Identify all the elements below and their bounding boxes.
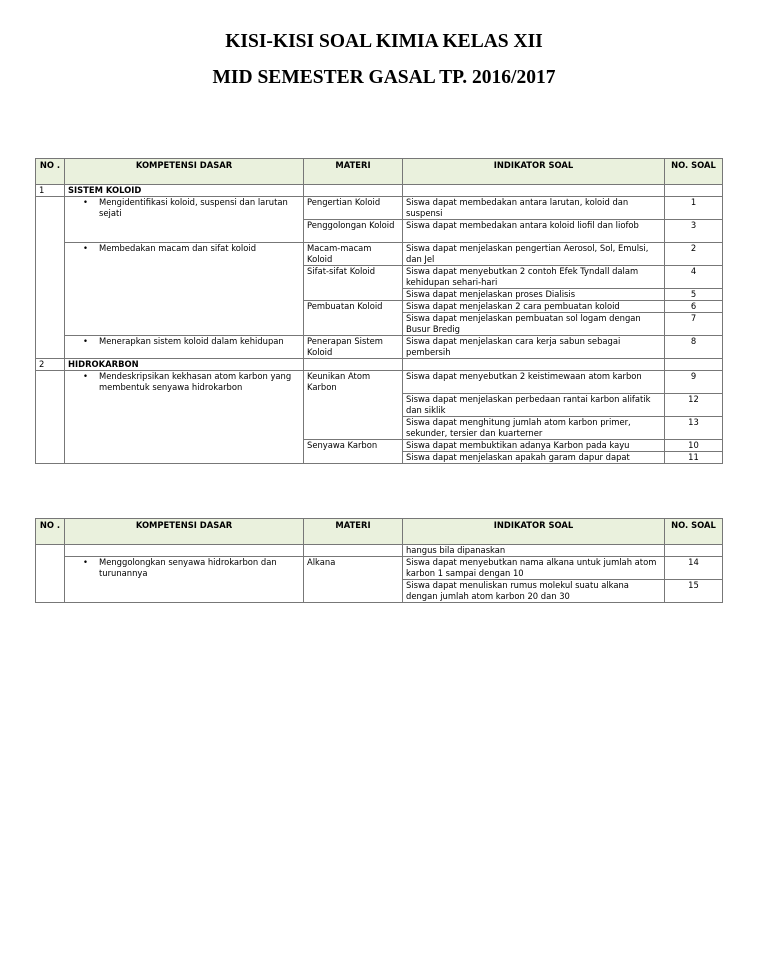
section-title: SISTEM KOLOID	[65, 185, 304, 197]
empty-cell	[65, 545, 304, 557]
kompetensi-dasar-cell	[65, 243, 304, 336]
materi-cell: Pengertian Koloid	[304, 197, 403, 220]
document-title: KISI-KISI SOAL KIMIA KELAS XII	[225, 31, 543, 52]
indikator-cell: Siswa dapat menyebutkan nama alkana untuk jumlah atom karbon 1 sampai dengan 10	[403, 557, 665, 580]
indikator-cell: Siswa dapat menjelaskan cara kerja sabun sebagai pembersih	[403, 336, 665, 359]
no-soal-cell: 7	[665, 313, 723, 336]
empty-cell	[403, 359, 665, 371]
indikator-cell: Siswa dapat membedakan antara koloid liofil dan liofob	[403, 220, 665, 243]
empty-cell	[36, 371, 65, 464]
no-soal-cell: 15	[665, 580, 723, 603]
kompetensi-dasar-cell	[65, 197, 304, 243]
table-row	[36, 243, 723, 266]
materi-cell: Senyawa Karbon	[304, 440, 403, 464]
header-materi: MATERI	[304, 159, 403, 185]
empty-cell	[403, 185, 665, 197]
bullet-icon: •	[83, 336, 88, 346]
table-row	[36, 545, 723, 557]
kompetensi-dasar-cell	[65, 371, 304, 464]
table-row	[36, 557, 723, 580]
empty-cell	[36, 545, 65, 603]
table-row	[36, 197, 723, 220]
table-row	[36, 336, 723, 359]
section-row	[36, 359, 723, 371]
header-indikator-soal: INDIKATOR SOAL	[403, 159, 665, 185]
kompetensi-dasar-text: Menerapkan sistem koloid dalam kehidupan	[99, 336, 284, 346]
kompetensi-dasar-text: Mendeskripsikan kekhasan atom karbon yang membentuk senyawa hidrokarbon	[99, 371, 292, 392]
table-row	[36, 371, 723, 394]
materi-cell: Alkana	[304, 557, 403, 603]
materi-cell: Penerapan Sistem Koloid	[304, 336, 403, 359]
no-soal-cell: 1	[665, 197, 723, 220]
indikator-cell: Siswa dapat menyebutkan 2 keistimewaan atom karbon	[403, 371, 665, 394]
kompetensi-dasar-text: Mengidentifikasi koloid, suspensi dan larutan sejati	[99, 197, 288, 218]
materi-cell: Sifat-sifat Koloid	[304, 266, 403, 301]
no-soal-cell: 11	[665, 452, 723, 464]
indikator-cell: Siswa dapat menjelaskan pengertian Aerosol, Sol, Emulsi, dan Jel	[403, 243, 665, 266]
materi-cell: Pembuatan Koloid	[304, 301, 403, 336]
no-soal-cell: 8	[665, 336, 723, 359]
indikator-cell: Siswa dapat menuliskan rumus molekul suatu alkana dengan jumlah atom karbon 20 dan 30	[403, 580, 665, 603]
empty-cell	[304, 545, 403, 557]
bullet-icon: •	[83, 371, 88, 381]
no-soal-cell: 10	[665, 440, 723, 452]
header-row	[36, 159, 723, 185]
materi-cell: Penggolongan Koloid	[304, 220, 403, 243]
kompetensi-dasar-text: Membedakan macam dan sifat koloid	[99, 243, 257, 253]
no-soal-cell: 13	[665, 417, 723, 440]
kisi-kisi-table-page-1	[35, 158, 723, 464]
document-subtitle: MID SEMESTER GASAL TP. 2016/2017	[212, 67, 556, 88]
empty-cell	[36, 197, 65, 359]
header-indikator-soal: INDIKATOR SOAL	[403, 519, 665, 545]
section-number: 2	[36, 359, 65, 371]
bullet-icon: •	[83, 197, 88, 207]
indikator-cell: Siswa dapat menjelaskan apakah garam dapur dapat	[403, 452, 665, 464]
section-row	[36, 185, 723, 197]
bullet-icon: •	[83, 557, 88, 567]
materi-cell: Keunikan Atom Karbon	[304, 371, 403, 440]
indikator-cell: Siswa dapat menghitung jumlah atom karbon primer, sekunder, tersier dan kuarterner	[403, 417, 665, 440]
bullet-icon: •	[83, 243, 88, 253]
indikator-cell: hangus bila dipanaskan	[403, 545, 665, 557]
indikator-cell: Siswa dapat menjelaskan 2 cara pembuatan koloid	[403, 301, 665, 313]
no-soal-cell: 6	[665, 301, 723, 313]
no-soal-cell: 12	[665, 394, 723, 417]
no-soal-cell: 4	[665, 266, 723, 289]
materi-cell: Macam-macam Koloid	[304, 243, 403, 266]
kompetensi-dasar-cell	[65, 336, 304, 359]
section-title: HIDROKARBON	[65, 359, 304, 371]
empty-cell	[665, 359, 723, 371]
indikator-cell: Siswa dapat membedakan antara larutan, koloid dan suspensi	[403, 197, 665, 220]
kompetensi-dasar-text: Menggolongkan senyawa hidrokarbon dan turunannya	[99, 557, 277, 578]
indikator-cell: Siswa dapat menyebutkan 2 contoh Efek Tyndall dalam kehidupan sehari-hari	[403, 266, 665, 289]
no-soal-cell: 3	[665, 220, 723, 243]
header-no: NO .	[36, 519, 65, 545]
header-materi: MATERI	[304, 519, 403, 545]
no-soal-cell: 2	[665, 243, 723, 266]
header-row	[36, 519, 723, 545]
header-kompetensi-dasar: KOMPETENSI DASAR	[65, 519, 304, 545]
kompetensi-dasar-cell	[65, 557, 304, 603]
section-number: 1	[36, 185, 65, 197]
no-soal-cell: 9	[665, 371, 723, 394]
no-soal-cell: 5	[665, 289, 723, 301]
header-no-soal: NO. SOAL	[665, 519, 723, 545]
kisi-kisi-table-page-2	[35, 518, 723, 603]
indikator-cell: Siswa dapat menjelaskan pembuatan sol logam dengan Busur Bredig	[403, 313, 665, 336]
header-kompetensi-dasar: KOMPETENSI DASAR	[65, 159, 304, 185]
empty-cell	[665, 545, 723, 557]
indikator-cell: Siswa dapat menjelaskan perbedaan rantai karbon alifatik dan siklik	[403, 394, 665, 417]
header-no-soal: NO. SOAL	[665, 159, 723, 185]
empty-cell	[665, 185, 723, 197]
header-no: NO .	[36, 159, 65, 185]
indikator-cell: Siswa dapat membuktikan adanya Karbon pada kayu	[403, 440, 665, 452]
indikator-cell: Siswa dapat menjelaskan proses Dialisis	[403, 289, 665, 301]
empty-cell	[304, 185, 403, 197]
empty-cell	[304, 359, 403, 371]
no-soal-cell: 14	[665, 557, 723, 580]
